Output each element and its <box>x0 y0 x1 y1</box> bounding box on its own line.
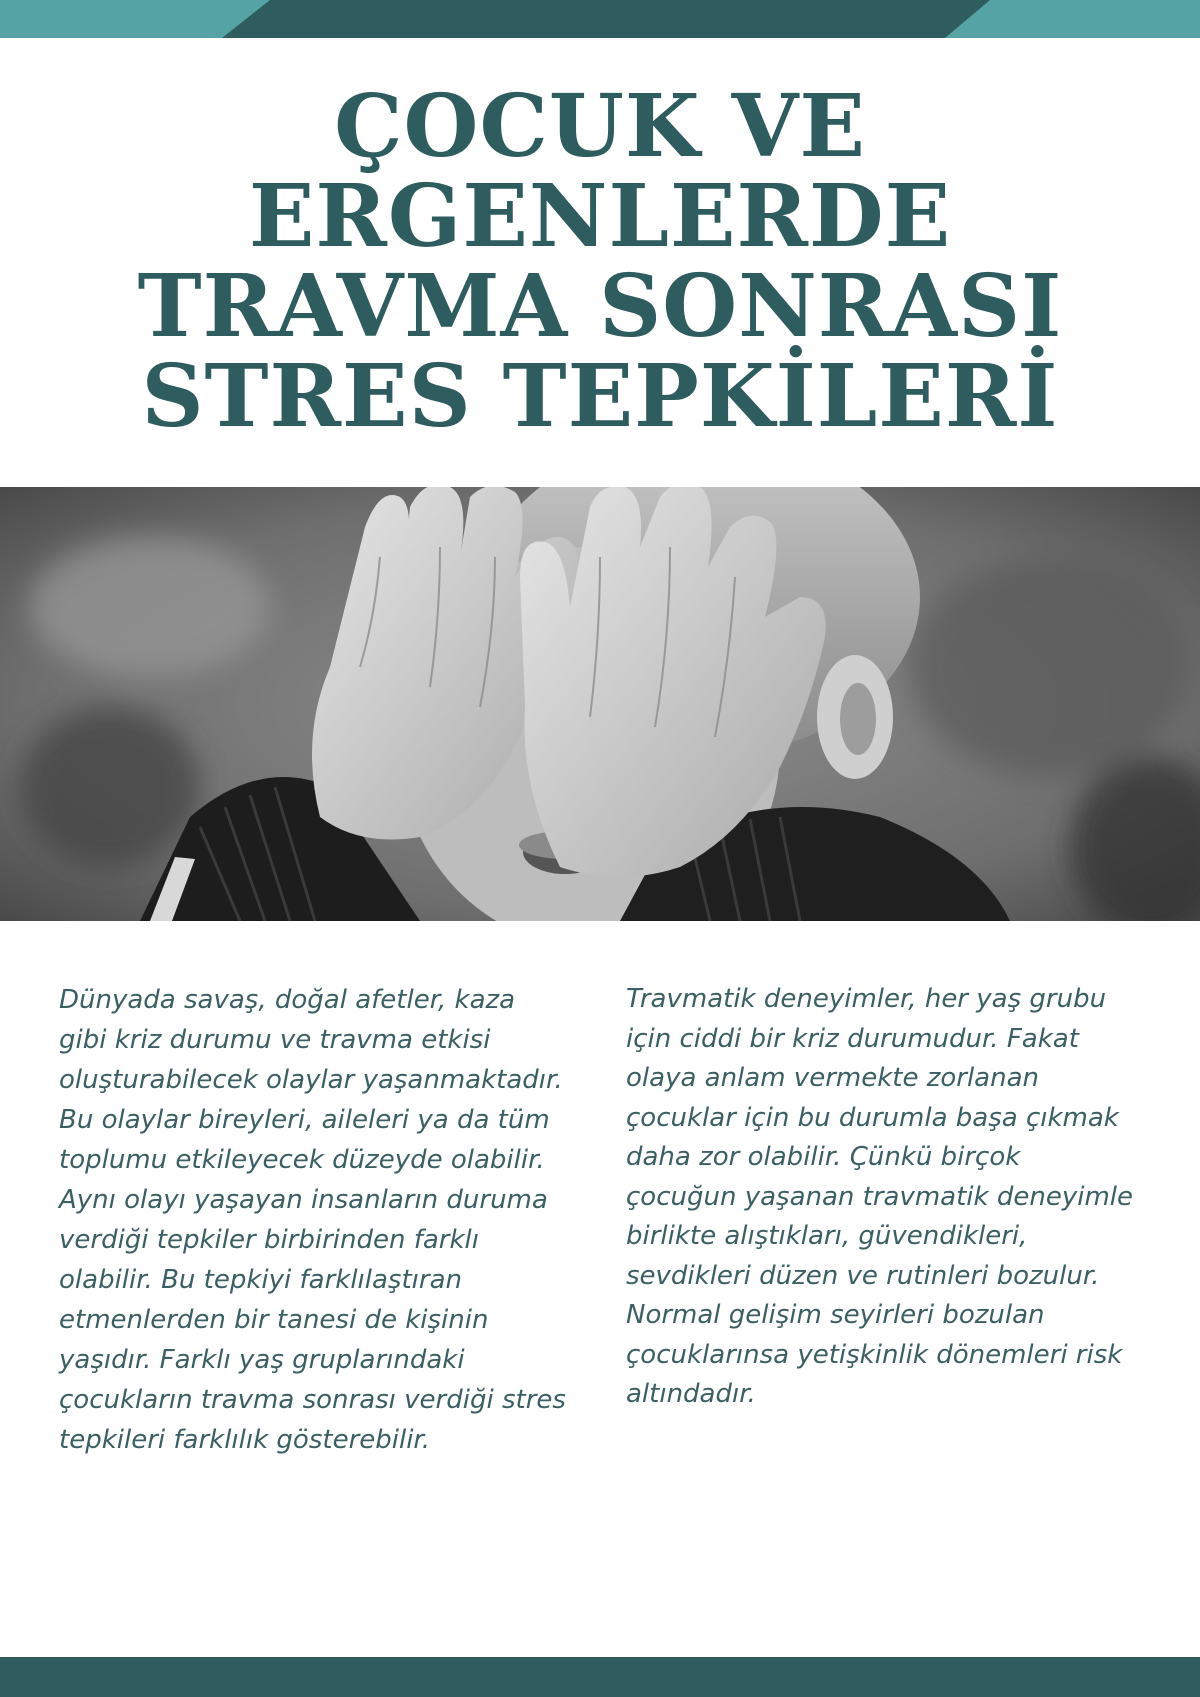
text-line: altındadır. <box>626 1379 756 1409</box>
text-line: Normal gelişim seyirleri bozulan <box>626 1300 1045 1330</box>
page-title <box>0 76 1200 447</box>
text-line: verdiği tepkiler birbirinden farklı <box>59 1225 479 1255</box>
text-line: Bu olaylar bireyleri, aileleri ya da tüm <box>59 1105 550 1135</box>
top-band-dark-segment <box>0 0 1200 38</box>
text-line: olaya anlam vermekte zorlanan <box>626 1063 1040 1093</box>
text-line: Travmatik deneyimler, her yaş grubu <box>626 984 1107 1014</box>
text-line: yaşıdır. Farklı yaş gruplarındaki <box>59 1345 465 1375</box>
hero-photo <box>0 487 1200 921</box>
text-line: sevdikleri düzen ve rutinleri bozulur. <box>626 1260 1100 1291</box>
text-line: oluşturabilecek olaylar yaşanmaktadır. <box>59 1065 563 1095</box>
title-line: ERGENLERDE <box>248 166 952 267</box>
text-line: Aynı olayı yaşayan insanların duruma <box>59 1185 548 1215</box>
bottom-decorative-band <box>0 1657 1200 1697</box>
text-line: olabilir. Bu tepkiyi farklılaştıran <box>59 1265 462 1295</box>
text-line: çocuklarınsa yetişkinlik dönemleri risk <box>626 1339 1123 1370</box>
text-line: için ciddi bir kriz durumudur. Fakat <box>626 1023 1079 1054</box>
title-line: TRAVMA SONRASI <box>137 256 1063 357</box>
top-decorative-band <box>0 0 1200 38</box>
text-line: daha zor olabilir. Çünkü birçok <box>626 1142 1021 1172</box>
text-line: Dünyada savaş, doğal afetler, kaza <box>59 985 516 1015</box>
child-covering-face-image <box>0 487 1200 921</box>
text-line: birlikte alıştıkları, güvendikleri, <box>626 1221 1028 1251</box>
title-line: STRES TEPKİLERİ <box>141 346 1059 447</box>
intro-paragraph-left <box>59 980 599 1460</box>
text-line: çocukların travma sonrası verdiği stres <box>59 1385 566 1415</box>
text-line: etmenlerden bir tanesi de kişinin <box>59 1305 489 1335</box>
text-line: çocuğun yaşanan travmatik deneyimle <box>626 1181 1133 1212</box>
text-line: toplumu etkileyecek düzeyde olabilir. <box>59 1145 545 1175</box>
text-line: çocuklar için bu durumla başa çıkmak <box>626 1102 1119 1133</box>
text-line: tepkileri farklılık gösterebilir. <box>59 1425 430 1455</box>
text-line: gibi kriz durumu ve travma etkisi <box>59 1025 491 1055</box>
intro-paragraph-right <box>626 980 1133 1415</box>
title-line: ÇOCUK VE <box>334 76 866 177</box>
